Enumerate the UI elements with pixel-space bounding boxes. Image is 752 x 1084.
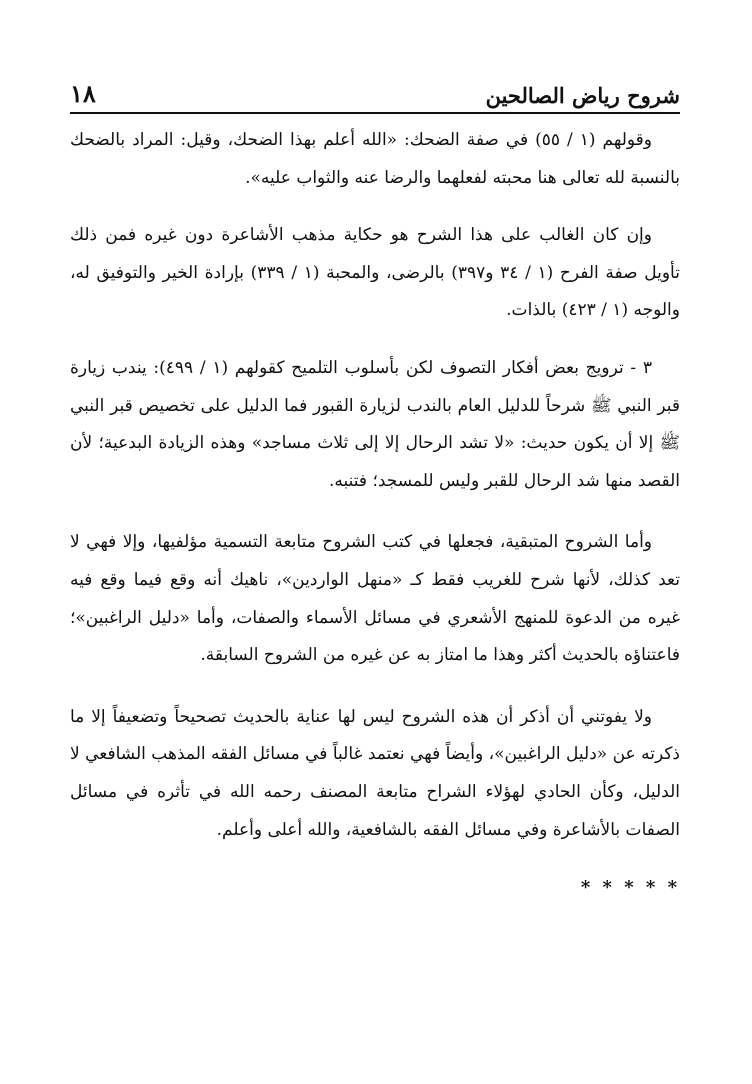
paragraph-laughter: وقولهم (١ / ٥٥) في صفة الضحك: «الله أعلم بهذا الضحك، وقيل: المراد بالضحك بالنسبة لله تعالى هنا محبته لفعلهما والرضا عنه والثواب عليه». xyxy=(70,130,680,188)
page-body xyxy=(70,122,680,907)
paragraph-remaining-commentaries: وأما الشروح المتبقية، فجعلها في كتب الشروح متابعة التسمية مؤلفيها، وإلا فهي لا تعد كذلك، لأنها شرح للغريب فقط كـ «منهل الواردين»، ناهيك أنه وقع فيما وقع فيه غيره من الدعوة للمنهج الأشعري في مسائل الأسماء والصفات، وأما «دليل الراغبين»؛ فاعتناؤه بالحديث أكثر وهذا ما امتاز به عن غيره من الشروح السابقة. xyxy=(70,532,680,666)
book-title: شروح رياض الصالحين xyxy=(485,83,680,108)
paragraph-sufism: ٣ - ترويج بعض أفكار التصوف لكن بأسلوب التلميح كقولهم (١ / ٤٩٩): يندب زيارة قبر النبي ﷺ شرحاً للدليل العام بالندب لزيارة القبور فما الدليل على تخصيص قبر النبي ﷺ إلا أن يكون حديث: «لا تشد الرحال إلا إلى ثلاث مساجد» وهذه الزيادة البدعية؛ لأن القصد منها شد الرحال للقبر وليس للمسجد؛ فتنبه. xyxy=(70,357,680,491)
section-separator: * * * * * xyxy=(580,877,680,899)
page xyxy=(70,68,680,907)
paragraph-hadith-authentication: ولا يفوتني أن أذكر أن هذه الشروح ليس لها عناية بالحديث تصحيحاً وتضعيفاً إلا ما ذكرته عن «دليل الراغبين»، وأيضاً فهي نعتمد غالباً في مسائل الفقه المذهب الشافعي لا الدليل، وكأن الحادي لهؤلاء الشراح متابعة المصنف رحمه الله في تأثره في مسائل الصفات بالأشاعرة وفي مسائل الفقه بالشافعية، والله أعلى وأعلم. xyxy=(70,706,680,840)
page-number: ١٨ xyxy=(70,79,96,108)
paragraph-ashari-doctrine: وإن كان الغالب على هذا الشرح هو حكاية مذهب الأشاعرة دون غيره فمن ذلك تأويل صفة الفرح (١ / ٣٤ و٣٩٧) بالرضى، والمحبة (١ / ٣٣٩) بإرادة الخير والتوفيق له، والوجه (١ / ٤٢٣) بالذات. xyxy=(70,225,680,321)
page-header xyxy=(70,68,680,114)
